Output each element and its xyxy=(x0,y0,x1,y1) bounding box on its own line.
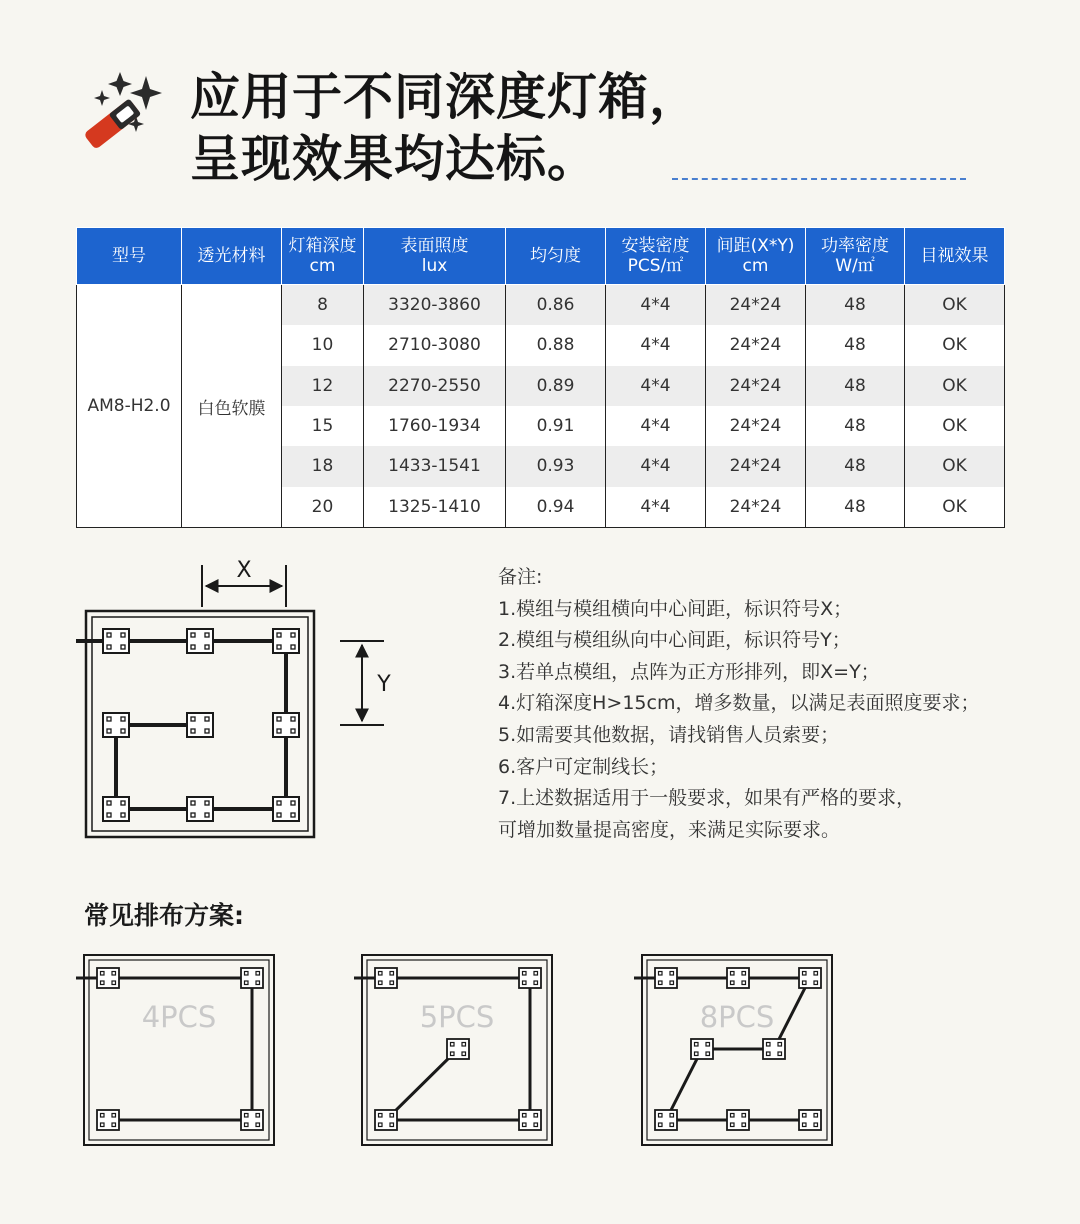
header-density: 安装密度 PCS/㎡ xyxy=(606,228,706,285)
notes-block xyxy=(498,562,1058,846)
cell-power: 48 xyxy=(806,285,905,326)
page-title xyxy=(190,66,700,190)
cell-spacing: 24*24 xyxy=(706,406,806,446)
cell-lux: 1325-1410 xyxy=(364,487,506,528)
notes-title: 备注: xyxy=(498,566,543,588)
table-row xyxy=(77,285,1005,326)
cell-depth: 10 xyxy=(282,325,364,365)
cell-spacing: 24*24 xyxy=(706,446,806,486)
cell-spacing: 24*24 xyxy=(706,285,806,326)
cell-power: 48 xyxy=(806,325,905,365)
cell-uniformity: 0.86 xyxy=(506,285,606,326)
note-item: 1.模组与模组横向中心间距，标识符号X； xyxy=(498,597,853,620)
header-uniformity: 均匀度 xyxy=(506,228,606,285)
header-depth: 灯箱深度 cm xyxy=(282,228,364,285)
note-item: 2.模组与模组纵向中心间距，标识符号Y； xyxy=(498,629,851,652)
layouts-title: 常见排布方案: xyxy=(84,901,244,930)
note-item: 6.客户可定制线长； xyxy=(498,755,669,778)
cell-depth: 15 xyxy=(282,406,364,446)
header-illuminance: 表面照度 lux xyxy=(364,228,506,285)
header xyxy=(78,66,998,196)
cell-lux: 3320-3860 xyxy=(364,285,506,326)
note-item: 可增加数量提高密度，来满足实际要求。 xyxy=(498,818,841,841)
cell-lux: 1760-1934 xyxy=(364,406,506,446)
magic-wand-icon xyxy=(78,70,170,150)
dimension-y-label: Y xyxy=(377,672,391,697)
cell-depth: 8 xyxy=(282,285,364,326)
layout-4pcs xyxy=(76,955,274,1145)
cell-uniformity: 0.91 xyxy=(506,406,606,446)
headline-line-2: 呈现效果均达标。 xyxy=(190,130,598,188)
layout-8pcs xyxy=(634,955,832,1145)
dimension-x-label: X xyxy=(236,558,252,583)
table-header-row xyxy=(77,228,1005,285)
layout-label-4pcs: 4PCS xyxy=(141,1000,217,1034)
cell-lux: 2270-2550 xyxy=(364,366,506,406)
cell-density: 4*4 xyxy=(606,285,706,326)
layout-5pcs xyxy=(354,955,552,1145)
header-spacing: 间距(X*Y) cm xyxy=(706,228,806,285)
layout-label-8pcs: 8PCS xyxy=(699,1000,775,1034)
cell-spacing: 24*24 xyxy=(706,325,806,365)
cell-uniformity: 0.94 xyxy=(506,487,606,528)
header-material: 透光材料 xyxy=(182,228,282,285)
cell-density: 4*4 xyxy=(606,487,706,528)
cell-effect: OK xyxy=(905,446,1005,486)
cell-depth: 12 xyxy=(282,366,364,406)
note-item: 5.如需要其他数据，请找销售人员索要； xyxy=(498,723,840,746)
cell-lux: 2710-3080 xyxy=(364,325,506,365)
cell-effect: OK xyxy=(905,366,1005,406)
cell-power: 48 xyxy=(806,487,905,528)
cell-model: AM8-H2.0 xyxy=(77,285,182,528)
dashed-divider xyxy=(672,178,966,180)
cell-lux: 1433-1541 xyxy=(364,446,506,486)
cell-uniformity: 0.93 xyxy=(506,446,606,486)
header-model: 型号 xyxy=(77,228,182,285)
header-power-density: 功率密度 W/㎡ xyxy=(806,228,905,285)
cell-effect: OK xyxy=(905,487,1005,528)
cell-spacing: 24*24 xyxy=(706,487,806,528)
cell-density: 4*4 xyxy=(606,406,706,446)
cell-depth: 18 xyxy=(282,446,364,486)
spec-table xyxy=(76,227,1005,528)
spacing-diagram xyxy=(70,555,410,850)
cell-effect: OK xyxy=(905,285,1005,326)
note-item: 7.上述数据适用于一般要求，如果有严格的要求， xyxy=(498,787,916,810)
note-item: 3.若单点模组，点阵为正方形排列，即X=Y； xyxy=(498,660,880,683)
layout-schemes xyxy=(70,945,850,1155)
cell-effect: OK xyxy=(905,406,1005,446)
cell-material: 白色软膜 xyxy=(182,285,282,528)
cell-power: 48 xyxy=(806,366,905,406)
headline-line-1: 应用于不同深度灯箱， xyxy=(190,68,700,126)
cell-power: 48 xyxy=(806,446,905,486)
cell-density: 4*4 xyxy=(606,366,706,406)
cell-power: 48 xyxy=(806,406,905,446)
layout-label-5pcs: 5PCS xyxy=(419,1000,495,1034)
cell-density: 4*4 xyxy=(606,446,706,486)
note-item: 4.灯箱深度H>15cm，增多数量，以满足表面照度要求； xyxy=(498,692,980,715)
header-visual-effect: 目视效果 xyxy=(905,228,1005,285)
cell-uniformity: 0.88 xyxy=(506,325,606,365)
cell-density: 4*4 xyxy=(606,325,706,365)
cell-effect: OK xyxy=(905,325,1005,365)
cell-depth: 20 xyxy=(282,487,364,528)
cell-uniformity: 0.89 xyxy=(506,366,606,406)
cell-spacing: 24*24 xyxy=(706,366,806,406)
